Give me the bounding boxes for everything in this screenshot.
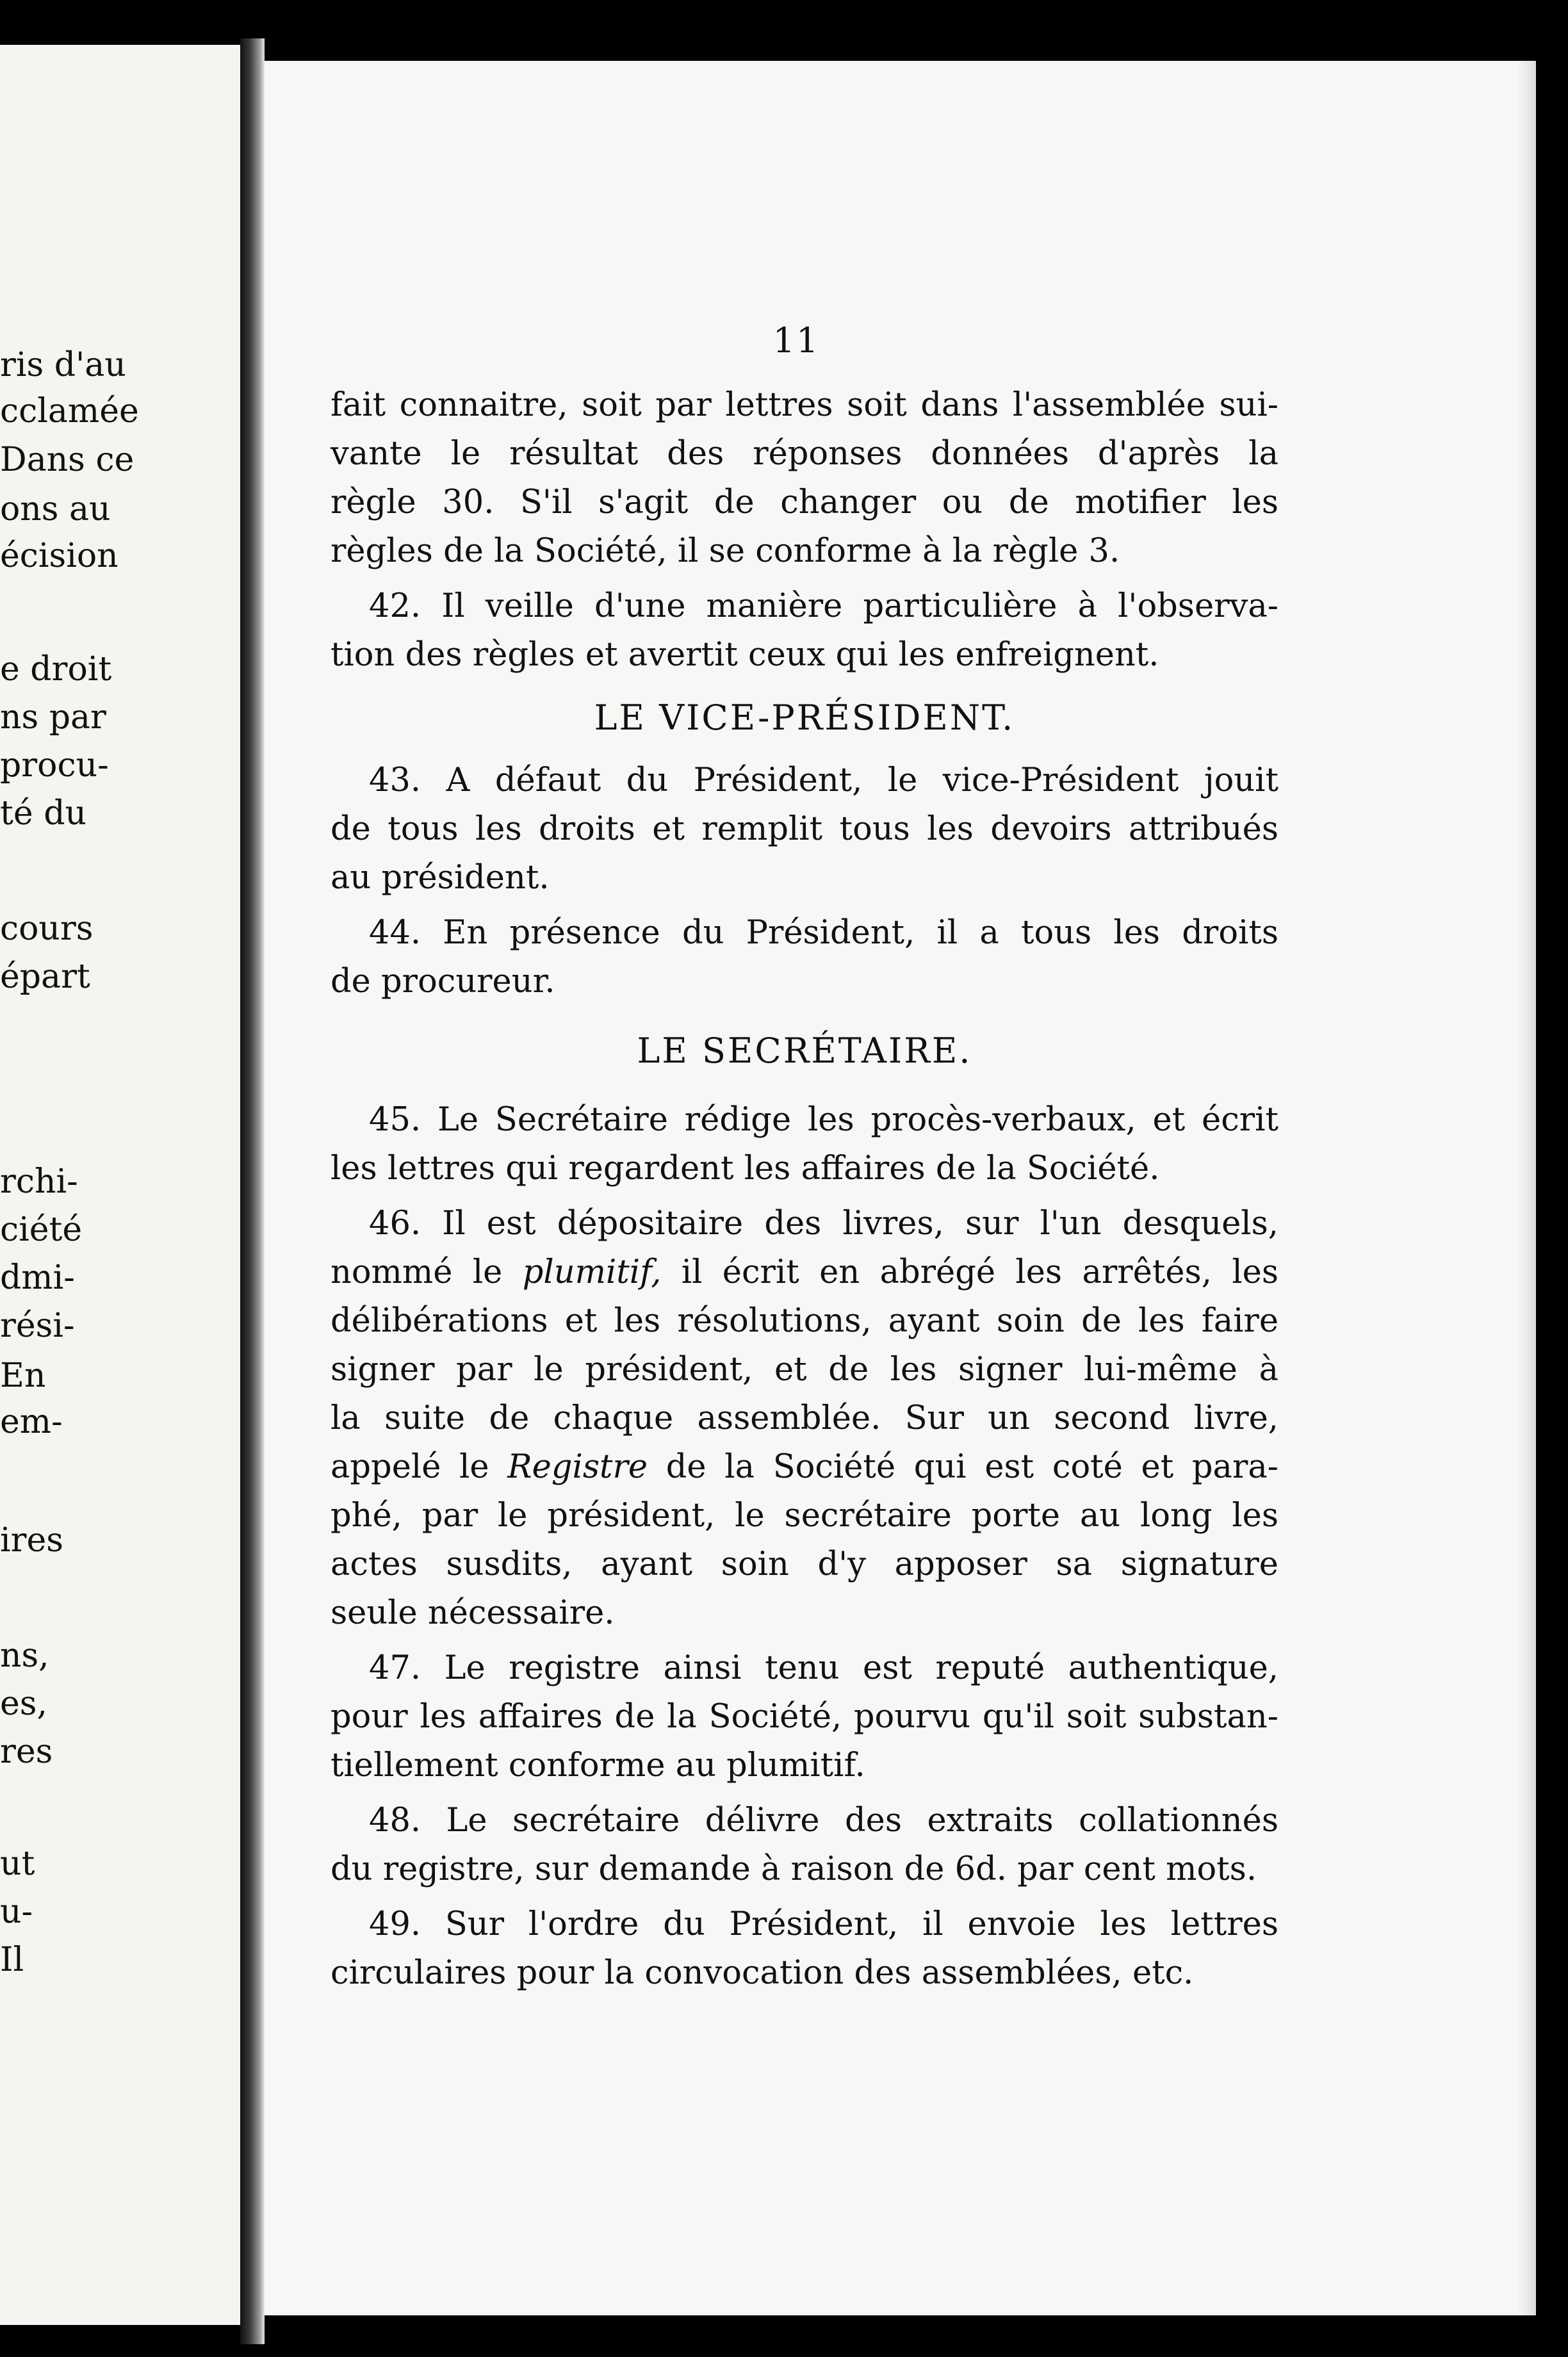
paragraph-45 [331,1096,1278,1193]
page-number: 11 [772,320,820,361]
left-page-fragment: e droit [0,650,112,689]
text-line: 49. Sur l'ordre du Président, il envoie les lettres [369,1905,1278,1943]
text-run: appelé le [331,1448,508,1486]
left-page-fragment: épart [0,958,90,996]
text-line: 43. A défaut du Président, le vice-Président jouit [369,762,1278,799]
left-page-fragment: ciété [0,1211,83,1249]
main-page [265,61,1536,2315]
text-line: tion des règles et avertit ceux qui les enfreignent. [331,636,1159,674]
text-line: règle 30. S'il s'agit de changer ou de motifier les [331,484,1278,521]
text-line: pour les affaires de la Société, pourvu qu'il soit substan- [331,1698,1278,1736]
left-page-fragment: Dans ce [0,441,135,479]
paragraph-46 [331,1200,1278,1638]
text-line: phé, par le président, le secrétaire porte au long les [331,1497,1278,1535]
left-page-fragment: cclamée [0,392,139,430]
paragraph-44 [331,909,1278,1006]
text-run: de la Société qui est coté et para- [648,1448,1278,1486]
text-line: du registre, sur demande à raison de 6d. par cent mots. [331,1850,1257,1888]
left-facing-page [0,45,240,2325]
left-page-fragment: res [0,1733,53,1771]
text-line [331,1443,1278,1492]
text-run: nommé le [331,1253,523,1291]
left-page-fragment: rchi- [0,1162,78,1201]
left-page-fragment: ns, [0,1636,49,1675]
left-page-fragment: dmi- [0,1259,75,1297]
text-line: 45. Le Secrétaire rédige les procès-verbaux, et écrit [369,1101,1278,1139]
left-page-fragment: es, [0,1684,47,1723]
text-line: au président. [331,859,550,897]
text-line: actes susdits, ayant soin d'y apposer sa signature [331,1546,1278,1583]
left-page-fragment: ons au [0,490,111,528]
text-line: de tous les droits et remplit tous les devoirs attribués [331,810,1278,848]
paragraph-47 [331,1644,1278,1790]
text-line: 46. Il est dépositaire des livres, sur l'un desquels, [369,1205,1278,1243]
italic-term-registre: Registre [507,1448,648,1486]
text-line [331,1248,1278,1297]
text-line: de procureur. [331,963,555,1000]
left-page-fragment: ut [0,1845,35,1883]
left-page-fragment: En [0,1357,46,1395]
text-line: 44. En présence du Président, il a tous les droits [369,914,1278,952]
left-page-fragment: Il [0,1941,24,1979]
paragraph-42 [331,582,1278,680]
text-line: délibérations et les résolutions, ayant soin de les faire [331,1302,1278,1340]
left-page-fragment: em- [0,1403,63,1441]
text-line: circulaires pour la convocation des assemblées, etc. [331,1954,1194,1992]
text-run: il écrit en abrégé les arrêtés, les [661,1253,1278,1291]
left-page-fragment: procu- [0,746,109,785]
text-line: les lettres qui regardent les affaires de la Société. [331,1150,1160,1187]
text-line: 47. Le registre ainsi tenu est reputé authentique, [369,1649,1278,1687]
section-heading-secretaire: LE SECRÉTAIRE. [637,1031,972,1071]
section-heading-vice-president: LE VICE-PRÉSIDENT. [594,697,1015,738]
text-line: 42. Il veille d'une manière particulière à l'observa- [369,587,1278,625]
left-page-fragment: écision [0,537,118,575]
text-line: tiellement conforme au plumitif. [331,1747,865,1784]
paragraph-48 [331,1797,1278,1894]
left-page-fragment: cours [0,909,94,948]
text-line: règles de la Société, il se conforme à la règle 3. [331,532,1120,570]
left-page-fragment: u- [0,1893,33,1931]
left-page-fragment: té du [0,794,86,833]
text-block [331,381,1278,1998]
text-line: vante le résultat des réponses données d'après la [331,435,1278,473]
paragraph-43 [331,756,1278,902]
book-gutter [240,38,265,2344]
left-page-fragment: ires [0,1521,63,1560]
left-page-fragment: rési- [0,1307,75,1345]
text-line: seule nécessaire. [331,1594,615,1632]
left-page-fragment: ris d'au [0,346,126,384]
text-line: fait connaitre, soit par lettres soit dans l'assemblée sui- [331,386,1278,424]
text-line: signer par le président, et de les signer lui-même à [331,1351,1278,1389]
paragraph-49 [331,1900,1278,1998]
paragraph-41-continued [331,381,1278,576]
italic-term-plumitif: plumitif, [522,1253,662,1291]
text-line: la suite de chaque assemblée. Sur un second livre, [331,1399,1278,1437]
text-line: 48. Le secrétaire délivre des extraits collationnés [369,1802,1278,1839]
left-page-fragment: ns par [0,698,106,737]
